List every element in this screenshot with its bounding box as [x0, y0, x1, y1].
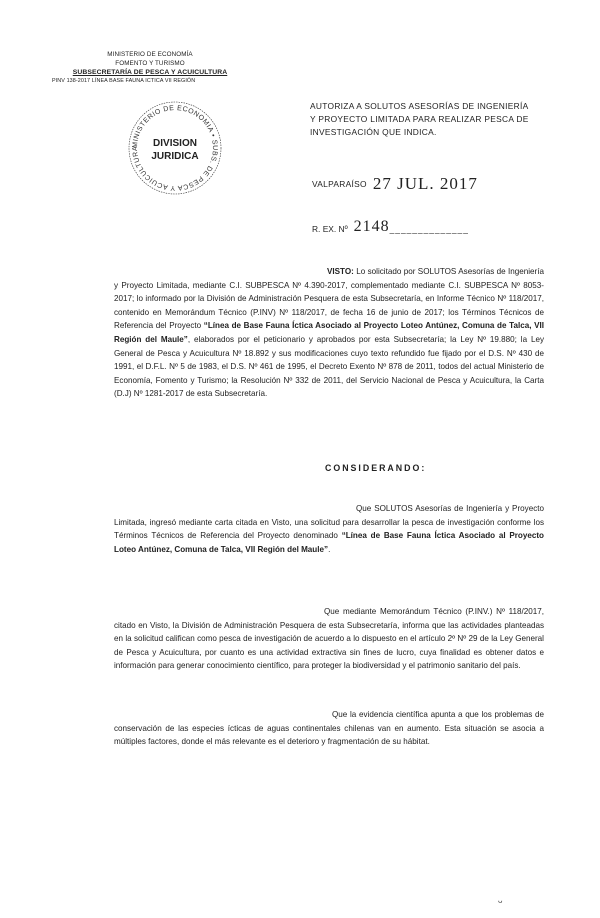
visto-label: VISTO: — [327, 267, 354, 276]
resolution-number-value: 2148 — [353, 218, 390, 235]
subject-line-2: Y PROYECTO LIMITADA PARA REALIZAR PESCA DE — [310, 114, 529, 124]
ministry-name: MINISTERIO DE ECONOMÍA — [107, 51, 193, 58]
stamp-ring-text: MINISTERIO DE ECONOMIA • SUBS. DE PESCA Y ACUICULTURA — [131, 104, 219, 192]
resolution-label: R. EX. Nº — [312, 224, 348, 234]
visto-text-2: , elaborados por el peticionario y aprobados por esta Subsecretaría; la Ley Nº 19.880; la Ley General de Pesca y Acuicultura Nº 18.892 y sus modificaciones cuyo texto refundido fue fijado por el D.S. Nº 430 de 1991, el D.F.L. Nº 5 de 1983, el D.S. Nº 461 de 1995, el Decreto Exento Nº 878 de 2011, todos del actual Ministerio de Economía, Fomento y Turismo; la Resolución Nº 332 de 2011, del Servicio Nacional de Pesca y Acuicultura, la Carta (D.J) Nº 1281-2017 de esta Subsecretaría. — [114, 334, 544, 399]
division-juridica-stamp — [125, 98, 225, 198]
resolution-number — [312, 218, 542, 236]
subject-line-3: INVESTIGACIÓN QUE INDICA. — [310, 127, 437, 137]
stamp-line-1: DIVISION — [153, 138, 197, 149]
visto-project-name: “Línea de Base Fauna Íctica Asociado al Proyecto Loteo Antúnez, Comuna de Talca, VII Región del Maule” — [114, 321, 544, 344]
undersecretariat-name: SUBSECRETARÍA DE PESCA Y ACUICULTURA — [72, 69, 228, 76]
place-date — [312, 174, 542, 194]
visto-paragraph — [114, 265, 544, 401]
considerando-heading: CONSIDERANDO: — [325, 463, 427, 473]
stamp-line-2: JURIDICA — [151, 151, 199, 162]
footer-mark: ᴗ — [498, 896, 503, 905]
subject-line-1: AUTORIZA A SOLUTOS ASESORÍAS DE INGENIERÍA — [310, 101, 529, 111]
considerando-paragraph-3: Que la evidencia científica apunta a que los problemas de conservación de las especies ícticas de aguas continentales chilenas van en aumento. Esta situación se asocia a múltiples factores, donde el más relevante es el deterioro y fragmentación de su hábitat. — [114, 710, 544, 747]
resolution-subject — [310, 100, 550, 139]
resolution-underline: ______________ — [389, 224, 469, 234]
city: VALPARAÍSO — [312, 179, 367, 189]
file-reference: PINV 138-2017 LÍNEA BASE FAUNA ICTICA VII REGIÓN — [52, 78, 196, 84]
stamped-date: 27 JUL. 2017 — [372, 174, 478, 193]
considerando-paragraph-1 — [114, 502, 544, 556]
visto-text-1: Lo solicitado por SOLUTOS Asesorías de Ingeniería y Proyecto Limitada, mediante C.I. SUBPESCA Nº 4.390-2017, complementado mediante C.I. SUBPESCA Nº 8053-2017; lo informado por la División de Administración Pesquera de esta Subsecretaría, en Informe Técnico Nº 118/2017, contenido en Memorándum Técnico (P.INV) Nº 118/2017, de fecha 16 de junio de 2017; los Términos Técnicos de Referencia del Proyecto — [114, 267, 544, 331]
ministry-subtitle: FOMENTO Y TURISMO — [115, 60, 185, 67]
p1-text-2: . — [328, 544, 331, 554]
p1-project-name: “Línea de Base Fauna Íctica Asociado al Proyecto Loteo Antúnez, Comuna de Talca, VII Región del Maule” — [114, 531, 544, 554]
considerando-paragraph-2: Que mediante Memorándum Técnico (P.INV.) Nº 118/2017, citado en Visto, la División de Administración Pesquera de esta Subsecretaría, informa que las actividades planteadas en la solicitud califican como pesca de investigación de acuerdo a lo dispuesto en el artículo 2º Nº 29 de la Ley General de Pesca y Acuicultura, por cuanto es una actividad extractiva sin fines de lucro, cuya finalidad es obtener datos e información para generar conocimiento científico, para proteger la biodiversidad y el patrimonio sanitario del país. — [114, 607, 544, 671]
p1-text-1: Que SOLUTOS Asesorías de Ingeniería y Proyecto Limitada, ingresó mediante carta citada en Visto, una solicitud para desarrollar la pesca de investigación conforme los Términos Técnicos de Referencia del Proyecto denominado — [114, 504, 544, 541]
letterhead — [52, 50, 240, 86]
